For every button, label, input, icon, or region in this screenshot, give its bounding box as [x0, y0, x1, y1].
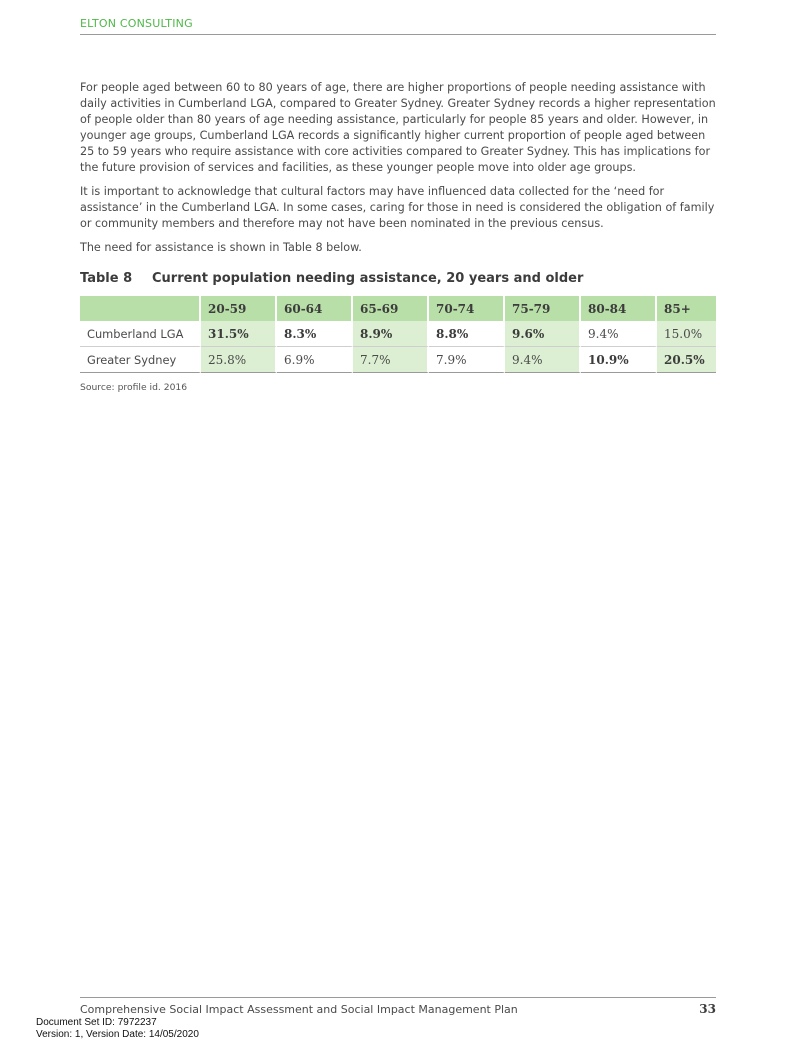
- table-header-65-69: 65-69: [353, 296, 429, 321]
- table-number: Table 8: [80, 271, 133, 286]
- table-cell: 15.0%: [657, 321, 716, 347]
- table-cell: 10.9%: [581, 347, 657, 373]
- table-header-85-plus: 85+: [657, 296, 716, 321]
- table-cell: 8.9%: [353, 321, 429, 347]
- table-source: Source: profile id. 2016: [80, 382, 188, 393]
- row-label-greater-sydney: Greater Sydney: [80, 347, 201, 373]
- row-label-cumberland: Cumberland LGA: [80, 321, 201, 347]
- paragraph-table-reference: The need for assistance is shown in Table 8 below.: [80, 241, 362, 254]
- table-cell: 8.8%: [429, 321, 505, 347]
- assistance-table: [80, 296, 716, 373]
- table-cell: 6.9%: [277, 347, 353, 373]
- version-stamp: Version: 1, Version Date: 14/05/2020: [36, 1029, 199, 1040]
- table-row: [80, 347, 716, 373]
- table-cell: 9.4%: [505, 347, 581, 373]
- page-number: 33: [699, 1002, 716, 1016]
- document-set-id-stamp: Document Set ID: 7972237: [36, 1017, 157, 1028]
- table-header-75-79: 75-79: [505, 296, 581, 321]
- footer-divider: [80, 997, 716, 998]
- table-header-80-84: 80-84: [581, 296, 657, 321]
- header-divider: [80, 34, 716, 35]
- table-cell: 25.8%: [201, 347, 277, 373]
- table-cell: 31.5%: [201, 321, 277, 347]
- table-cell: 7.7%: [353, 347, 429, 373]
- footer-document-title: Comprehensive Social Impact Assessment and Social Impact Management Plan: [80, 1003, 518, 1016]
- table-cell: 9.6%: [505, 321, 581, 347]
- header-brand: ELTON CONSULTING: [80, 17, 193, 30]
- table-header-20-59: 20-59: [201, 296, 277, 321]
- table-cell: 7.9%: [429, 347, 505, 373]
- table-header-blank: [80, 296, 201, 321]
- paragraph-need-for-assistance-overview: For people aged between 60 to 80 years of age, there are higher proportions of people needing assistance with daily activities in Cumberland LGA, compared to Greater Sydney. Greater Sydney records a higher representation of people older than 80 years of age needing assistance, particularly for people 85 years and older. However, in younger age groups, Cumberland LGA records a significantly higher current proportion of people aged between 25 to 59 years who require assistance with core activities compared to Greater Sydney. This has implications for the future provision of services and facilities, as these younger people move into older age groups.: [80, 81, 716, 174]
- paragraph-cultural-factors: It is important to acknowledge that cultural factors may have influenced data collected for the ‘need for assistance’ in the Cumberland LGA. In some cases, caring for those in need is considered the obligation of family or community members and therefore may not have been nominated in the previous census.: [80, 185, 715, 230]
- table-title: Current population needing assistance, 20 years and older: [152, 271, 584, 286]
- table-cell: 9.4%: [581, 321, 657, 347]
- table-header-70-74: 70-74: [429, 296, 505, 321]
- table-row: [80, 321, 716, 347]
- table-caption: [80, 271, 583, 286]
- table-header-60-64: 60-64: [277, 296, 353, 321]
- table-header-row: [80, 296, 716, 321]
- table-cell: 8.3%: [277, 321, 353, 347]
- table-cell: 20.5%: [657, 347, 716, 373]
